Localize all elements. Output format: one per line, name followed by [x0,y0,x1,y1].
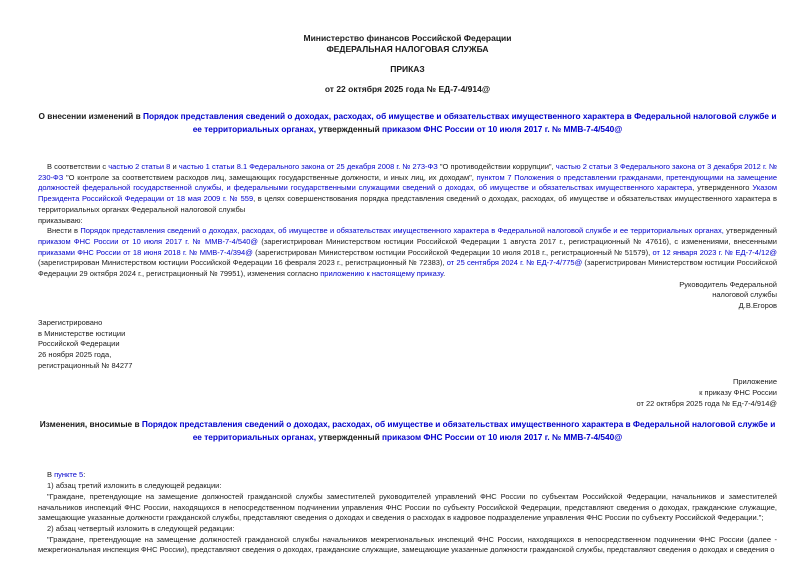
text-line: 26 ноября 2025 года, [38,349,112,359]
text-run: "О контроле за соответствием расходов лиц, замещающих государственные должности, и иных лиц, их доходам", [63,172,477,182]
doc-type-label: ПРИКАЗ [390,63,425,74]
text-run: О внесении изменений в [38,111,143,121]
text-run: В соответствии с [47,162,109,171]
text-line: Зарегистрировано [38,317,103,327]
doc-link[interactable]: приказом ФНС России от 10 июля 2017 г. № ММВ-7-4/540@ [38,236,259,246]
annex-item2-text: "Граждане, претендующие на замещение должностей гражданской службы начальников межрегиональных инспекций ФНС России, находящихся в непосредственном подчинении ФНС России (далее - межрегиональная инспекция ФНС России), представляют сведения о доходах, гражданские служащие, замещающие указанные должности гражданской службы, представляют сведения о доходах и сведения о [38,534,777,555]
text-run: "О противодействии коррупции", [437,162,556,171]
annex-item2-label: 2) абзац четвертый изложить в следующей редакции: [47,523,235,533]
doc-link[interactable]: пункте 5 [54,470,84,480]
doc-link[interactable]: пунктом 7 Положения о представлении гражданами, претендующими на замещение должностей федеральной государственной службы, и федеральными государственными служащими сведений о доходах, об имуществе и обязательствах имущественного характера [38,172,777,193]
doc-title [38,110,777,136]
doc-link[interactable]: приказами ФНС России от 18 июня 2018 г. № ММВ-7-4/394@ [38,247,253,257]
annex-item1-text: "Граждане, претендующие на замещение должностей гражданской службы заместителей руководителей управлений ФНС России по субъектам Российской Федерации, начальников и заместителей начальников инспекций ФНС России, находящихся в непосредственном подчинении управления ФНС России по субъекту Российской Федерации, представляют сведения о доходах, гражданские служащие, замещающие указанные должности гражданской службы, представляют сведения о доходах и сведения о расходах в кадровое подразделение управления ФНС России по субъекту Российской Федерации."; [38,491,777,523]
doc-link[interactable]: Порядок представления сведений о доходах, расходах, об имуществе и обязательствах имущественного характера в Федеральной налоговой службе и ее территориальных органах, [141,419,776,443]
doc-link[interactable]: приложению к настоящему приказу [320,269,444,279]
text-run: утвержденный [723,226,777,236]
agency-line: ФЕДЕРАЛЬНАЯ НАЛОГОВАЯ СЛУЖБА [326,43,489,54]
order-word: приказываю: [38,215,83,225]
annex-item1-label: 1) абзац третий изложить в следующей редакции: [47,481,222,491]
doc-link[interactable]: от 25 сентября 2024 г. № ЕД-7-4/775@ [446,258,583,268]
text-run: (зарегистрирован Министерством юстиции Российской Федерации 1 августа 2017 г., регистрационный № 47616), с изменениями, внесенными [258,236,777,246]
text-line: налоговой службы [712,290,777,300]
signature-block [38,280,777,312]
text-run: В [47,470,55,480]
text-line: в Министерстве юстиции [38,328,126,338]
text-run: , утвержденного [692,183,753,193]
annex-body [38,470,777,556]
text-run: и [170,162,179,171]
text-run: (зарегистрирован Министерством юстиции Российской Федерации 16 февраля 2023 г., регистрационный № 72383), [38,258,447,268]
doc-link[interactable]: от 12 января 2023 г. № ЕД-7-4/12@ [652,247,778,257]
annex-title [38,418,777,444]
doc-link[interactable]: Порядок представления сведений о доходах, расходах, об имуществе и обязательствах имущественного характера в Федеральной налоговой службе и ее территориальных органах, [80,226,724,236]
doc-link[interactable]: частью 2 статьи 3 Федерального закона от 3 декабря 2012 г. № 230-ФЗ [38,162,778,182]
doc-link[interactable]: частью 1 статьи 8.1 Федерального закона от 25 декабря 2008 г. № 273-ФЗ [178,162,438,171]
text-run: : [83,470,86,480]
doc-link[interactable]: приказом ФНС России от 10 июля 2017 г. № ММВ-7-4/540@ [382,432,623,443]
text-line: Руководитель Федеральной [679,279,777,289]
text-run: Внести в [47,226,81,236]
doc-date-number: от 22 октября 2025 года № ЕД-7-4/914@ [324,83,491,94]
text-line: к приказу ФНС России [699,388,777,398]
text-run: Изменения, вносимые в [39,419,142,430]
text-run: . [443,269,446,279]
order-paragraph [38,226,777,280]
text-run: , в целях совершенствования порядка представления сведений о доходах, расходах, об имуществе и обязательствах имущественного характера в территориальных органах Федеральной налоговой службы [38,194,777,214]
preamble-paragraph [38,162,777,216]
doc-link[interactable]: Указом Президента Российской Федерации от 18 мая 2009 г. № 559 [38,183,777,204]
text-run: (зарегистрирован Министерством юстиции Российской Федерации 29 октября 2024 г., регистрационный № 79951), изменения согласно [38,258,778,279]
registration-block [38,318,777,372]
annex-intro [38,470,777,481]
doc-link[interactable]: частью 2 статьи 8 [108,162,171,171]
text-run: утвержденный [316,124,383,134]
doc-link[interactable]: Порядок представления сведений о доходах, расходах, об имуществе и обязательствах имущественного характера в Федеральной налоговой службе и ее территориальных органах, [143,111,777,134]
text-line: от 22 октября 2025 года № Ед-7-4/914@ [636,398,777,408]
text-line: Приложение [733,377,777,387]
ministry-line: Министерство финансов Российской Федерации [303,33,512,43]
text-line: регистрационный № 84277 [38,360,133,370]
text-line: Российской Федерации [38,339,120,349]
doc-link[interactable]: приказом ФНС России от 10 июля 2017 г. № ММВ-7-4/540@ [382,124,623,134]
text-line: Д.В.Егоров [738,301,777,311]
text-run: утвержденный [316,432,383,443]
annex-ref-block [38,377,777,409]
text-run: (зарегистрирован Министерством юстиции Российской Федерации 10 июля 2018 г., регистрационный № 51579), [252,247,653,257]
